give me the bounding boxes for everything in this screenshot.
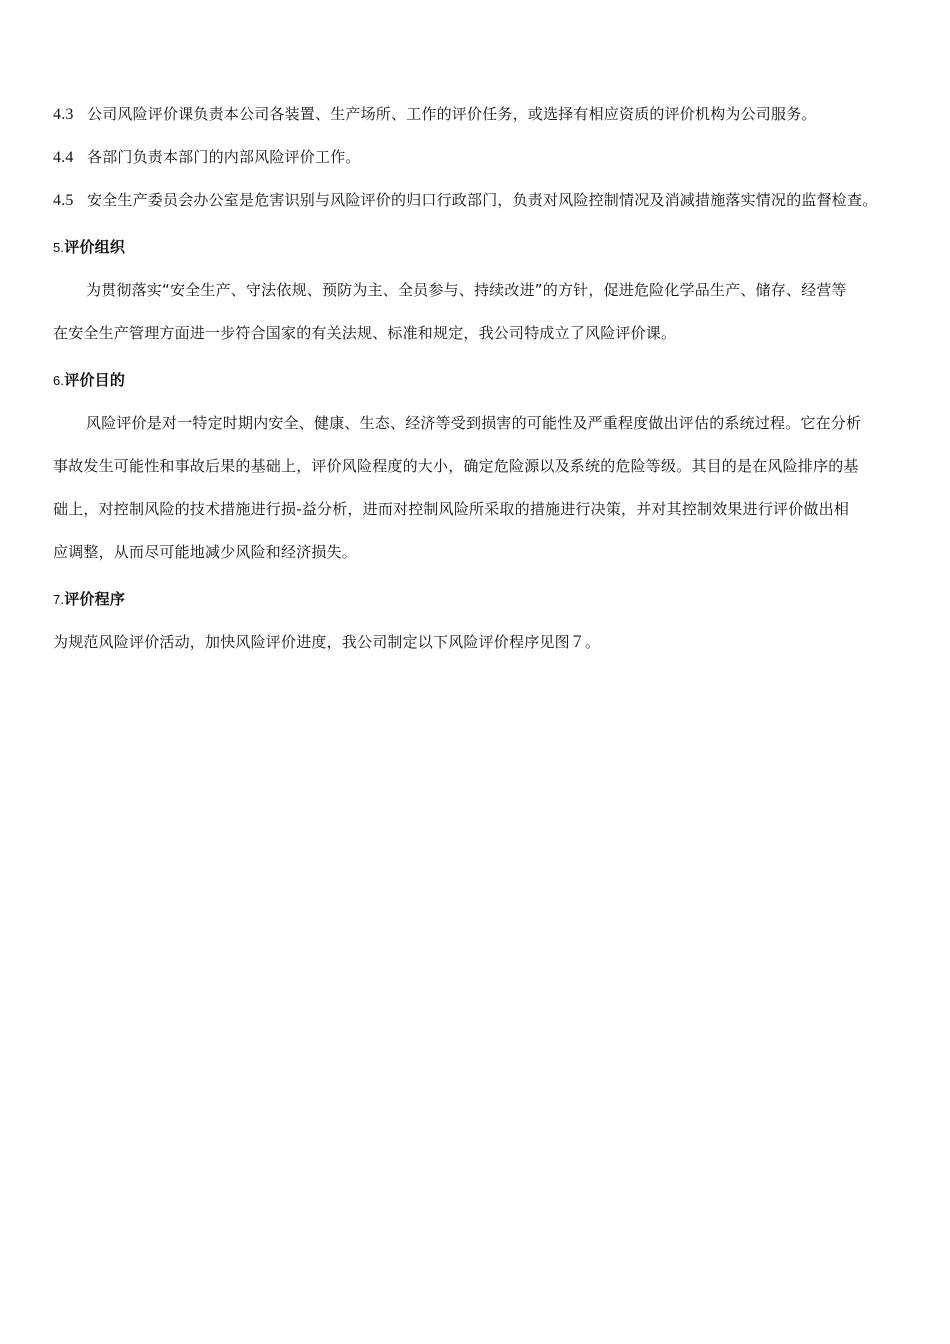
paragraph-line: 在安全生产管理方面进一步符合国家的有关法规、标准和规定，我公司特成立了风险评价课。 [53, 324, 677, 342]
clause-text: 安全生产委员会办公室是危害识别与风险评价的归口行政部门，负责对风险控制情况及消减措施落实情况的监督检查。 [87, 191, 878, 209]
clause-4-3 [53, 104, 817, 125]
section-title: 评价目的 [64, 371, 126, 389]
section-number: 6. [53, 373, 65, 388]
paragraph-line: 为规范风险评价活动，加快风险评价进度，我公司制定以下风险评价程序见图７。 [53, 633, 601, 651]
section-number: 5. [53, 240, 65, 255]
clause-number: 4.4 [53, 149, 74, 166]
clause-text: 各部门负责本部门的内部风险评价工作。 [87, 148, 361, 166]
section-title: 评价程序 [64, 590, 126, 608]
paragraph-line: 为贯彻落实“安全生产、守法依规、预防为主、全员参与、持续改进”的方针，促进危险化学品生产、储存、经营等 [86, 281, 847, 299]
paragraph-line: 风险评价是对一特定时期内安全、健康、生态、经济等受到损害的可能性及严重程度做出评估的系统过程。它在分析 [86, 414, 862, 432]
clause-4-5 [53, 190, 877, 211]
section-title: 评价组织 [64, 238, 126, 256]
section-number: 7. [53, 592, 65, 607]
clause-number: 4.5 [53, 192, 74, 209]
section-6-heading [53, 370, 125, 391]
clause-text: 公司风险评价课负责本公司各装置、生产场所、工作的评价任务，或选择有相应资质的评价机构为公司服务。 [87, 105, 817, 123]
paragraph-line: 应调整，从而尽可能地减少风险和经济损失。 [53, 543, 358, 561]
section-5-heading [53, 237, 125, 258]
clause-4-4 [53, 147, 361, 168]
section-7-heading [53, 589, 125, 610]
clause-number: 4.3 [53, 106, 74, 123]
paragraph-line: 事故发生可能性和事故后果的基础上，评价风险程度的大小，确定危险源以及系统的危险等级。其目的是在风险排序的基 [53, 457, 859, 475]
paragraph-line: 础上，对控制风险的技术措施进行损-益分析，进而对控制风险所采取的措施进行决策，并对其控制效果进行评价做出相 [53, 500, 850, 518]
